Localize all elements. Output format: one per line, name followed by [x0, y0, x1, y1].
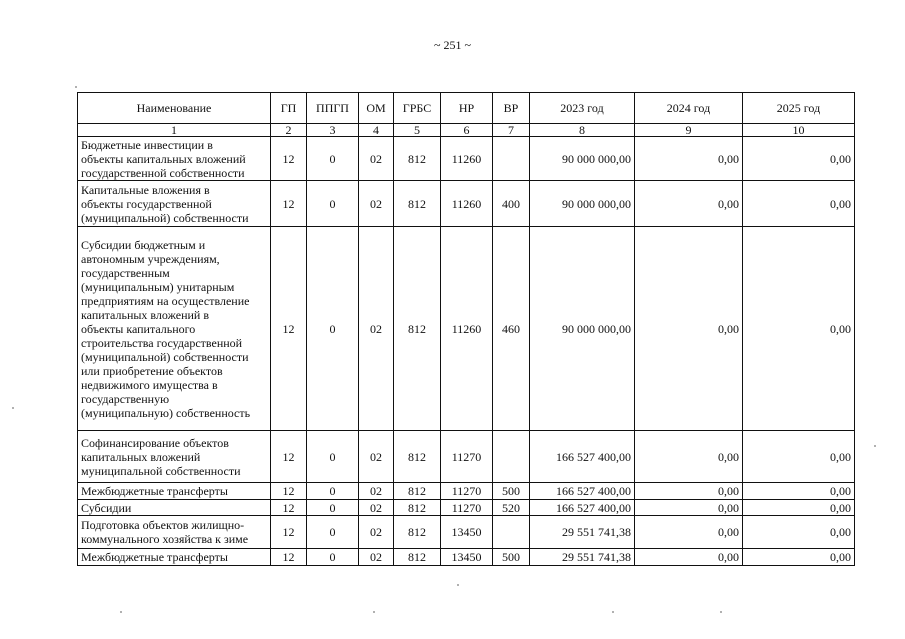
cell-name: [78, 500, 271, 516]
cell-nr: 11270: [441, 500, 493, 516]
cell-gp: 12: [271, 137, 307, 181]
scan-speck: [457, 584, 459, 586]
cell-om: 02: [359, 549, 394, 566]
cell-grbs: 812: [394, 549, 441, 566]
cell-ppgp: 0: [307, 549, 359, 566]
scan-speck: [12, 407, 14, 409]
cell-om: 02: [359, 181, 394, 227]
cell-name-line: (муниципальной) собственности: [81, 210, 249, 225]
cell-2025: 0,00: [743, 181, 855, 227]
cell-grbs: 812: [394, 431, 441, 483]
cell-nr: 11270: [441, 483, 493, 500]
cell-name-line: капитальных вложений в: [81, 307, 210, 322]
cell-grbs: 812: [394, 137, 441, 181]
cell-grbs: 812: [394, 227, 441, 431]
cell-ppgp: 0: [307, 483, 359, 500]
header-2025: 2025 год: [743, 93, 855, 124]
table-row: [78, 483, 855, 500]
cell-gp: 12: [271, 227, 307, 431]
cell-vr: 460: [493, 227, 530, 431]
cell-name-line: объекты государственной: [81, 196, 212, 211]
cell-ppgp: 0: [307, 500, 359, 516]
column-number: 6: [441, 124, 493, 137]
budget-table: [77, 92, 855, 566]
cell-name-line: капитальных вложений: [81, 449, 201, 464]
cell-name-line: государственную: [81, 391, 170, 406]
cell-name-line: Субсидии бюджетным и: [81, 237, 206, 252]
cell-name-line: Межбюджетные трансферты: [81, 550, 228, 564]
column-number: 10: [743, 124, 855, 137]
cell-ppgp: 0: [307, 137, 359, 181]
cell-name-line: недвижимого имущества в: [81, 377, 218, 392]
header-name: Наименование: [78, 93, 271, 124]
cell-name-line: или приобретение объектов: [81, 363, 223, 378]
cell-2023: 166 527 400,00: [530, 431, 635, 483]
cell-name-line: автономным учреждениям,: [81, 251, 220, 266]
cell-2025: 0,00: [743, 137, 855, 181]
cell-name-line: Субсидии: [81, 500, 132, 515]
cell-grbs: 812: [394, 516, 441, 549]
cell-2025: 0,00: [743, 516, 855, 549]
cell-gp: 12: [271, 181, 307, 227]
cell-gp: 12: [271, 431, 307, 483]
table-row: [78, 137, 855, 181]
cell-grbs: 812: [394, 483, 441, 500]
table-body: [78, 137, 855, 566]
cell-gp: 12: [271, 483, 307, 500]
cell-2024: 0,00: [635, 431, 743, 483]
cell-name-line: Капитальные вложения в: [81, 182, 210, 197]
cell-name-line: предприятиям на осуществление: [81, 293, 250, 308]
table-row: [78, 181, 855, 227]
cell-name-line: объекты капитальных вложений: [81, 151, 246, 166]
cell-2024: 0,00: [635, 137, 743, 181]
column-number-row: [78, 124, 855, 137]
cell-nr: 11260: [441, 227, 493, 431]
cell-name: [78, 549, 271, 566]
header-2023: 2023 год: [530, 93, 635, 124]
cell-name-line: Софинансирование объектов: [81, 435, 229, 450]
header-ppgp: ППГП: [307, 93, 359, 124]
cell-name-line: государственной собственности: [81, 165, 245, 180]
cell-name: [78, 181, 271, 227]
cell-name: [78, 483, 271, 500]
scan-speck: [75, 86, 77, 88]
cell-ppgp: 0: [307, 431, 359, 483]
cell-2025: 0,00: [743, 500, 855, 516]
cell-nr: 13450: [441, 516, 493, 549]
cell-2025: 0,00: [743, 431, 855, 483]
cell-gp: 12: [271, 549, 307, 566]
cell-om: 02: [359, 483, 394, 500]
cell-name: [78, 137, 271, 181]
scan-speck: [120, 611, 122, 613]
header-vr: ВР: [493, 93, 530, 124]
header-2024: 2024 год: [635, 93, 743, 124]
cell-name-line: (муниципальной) собственности: [81, 349, 249, 364]
cell-ppgp: 0: [307, 516, 359, 549]
table-row: [78, 516, 855, 549]
cell-name-line: муниципальной собственности: [81, 463, 241, 478]
cell-om: 02: [359, 516, 394, 549]
cell-nr: 11260: [441, 137, 493, 181]
cell-name-line: Межбюджетные трансферты: [81, 484, 228, 498]
scan-speck: [874, 445, 876, 447]
table-row: [78, 549, 855, 566]
column-number: 9: [635, 124, 743, 137]
cell-nr: 13450: [441, 549, 493, 566]
cell-name-line: (муниципальную) собственность: [81, 405, 251, 420]
cell-2024: 0,00: [635, 181, 743, 227]
column-number: 5: [394, 124, 441, 137]
cell-om: 02: [359, 137, 394, 181]
cell-2024: 0,00: [635, 227, 743, 431]
cell-vr: [493, 516, 530, 549]
cell-name-line: Бюджетные инвестиции в: [81, 137, 213, 152]
cell-2023: 29 551 741,38: [530, 549, 635, 566]
cell-gp: 12: [271, 500, 307, 516]
column-number: 2: [271, 124, 307, 137]
header-gp: ГП: [271, 93, 307, 124]
cell-2023: 90 000 000,00: [530, 137, 635, 181]
cell-ppgp: 0: [307, 227, 359, 431]
cell-name-line: (муниципальным) унитарным: [81, 279, 235, 294]
cell-nr: 11260: [441, 181, 493, 227]
header-om: ОМ: [359, 93, 394, 124]
cell-2024: 0,00: [635, 483, 743, 500]
cell-2023: 29 551 741,38: [530, 516, 635, 549]
header-row: [78, 93, 855, 124]
cell-vr: 500: [493, 483, 530, 500]
cell-vr: 500: [493, 549, 530, 566]
cell-2023: 166 527 400,00: [530, 500, 635, 516]
cell-2025: 0,00: [743, 483, 855, 500]
column-number: 7: [493, 124, 530, 137]
column-number: 4: [359, 124, 394, 137]
table-row: [78, 227, 855, 431]
cell-2025: 0,00: [743, 549, 855, 566]
cell-2023: 166 527 400,00: [530, 483, 635, 500]
column-number: 3: [307, 124, 359, 137]
cell-nr: 11270: [441, 431, 493, 483]
cell-gp: 12: [271, 516, 307, 549]
cell-vr: [493, 137, 530, 181]
cell-2025: 0,00: [743, 227, 855, 431]
cell-name: [78, 431, 271, 483]
header-nr: НР: [441, 93, 493, 124]
cell-2023: 90 000 000,00: [530, 227, 635, 431]
cell-name: [78, 227, 271, 431]
cell-2024: 0,00: [635, 549, 743, 566]
cell-2024: 0,00: [635, 500, 743, 516]
cell-ppgp: 0: [307, 181, 359, 227]
scan-speck: [612, 611, 614, 613]
cell-name-line: Подготовка объектов жилищно-: [81, 518, 245, 532]
cell-om: 02: [359, 431, 394, 483]
table-row: [78, 500, 855, 516]
cell-name-line: объекты капитального: [81, 321, 196, 336]
cell-2023: 90 000 000,00: [530, 181, 635, 227]
cell-name-line: государственным: [81, 265, 170, 280]
table-row: [78, 431, 855, 483]
header-grbs: ГРБС: [394, 93, 441, 124]
cell-grbs: 812: [394, 500, 441, 516]
cell-name-line: коммунального хозяйства к зиме: [81, 532, 249, 546]
cell-name: [78, 516, 271, 549]
cell-om: 02: [359, 227, 394, 431]
column-number: 1: [78, 124, 271, 137]
cell-vr: 520: [493, 500, 530, 516]
cell-name-line: строительства государственной: [81, 335, 243, 350]
cell-vr: 400: [493, 181, 530, 227]
cell-grbs: 812: [394, 181, 441, 227]
scan-speck: [720, 611, 722, 613]
cell-om: 02: [359, 500, 394, 516]
cell-2024: 0,00: [635, 516, 743, 549]
column-number: 8: [530, 124, 635, 137]
page-number: ~ 251 ~: [434, 38, 471, 52]
scan-speck: [373, 611, 375, 613]
cell-vr: [493, 431, 530, 483]
